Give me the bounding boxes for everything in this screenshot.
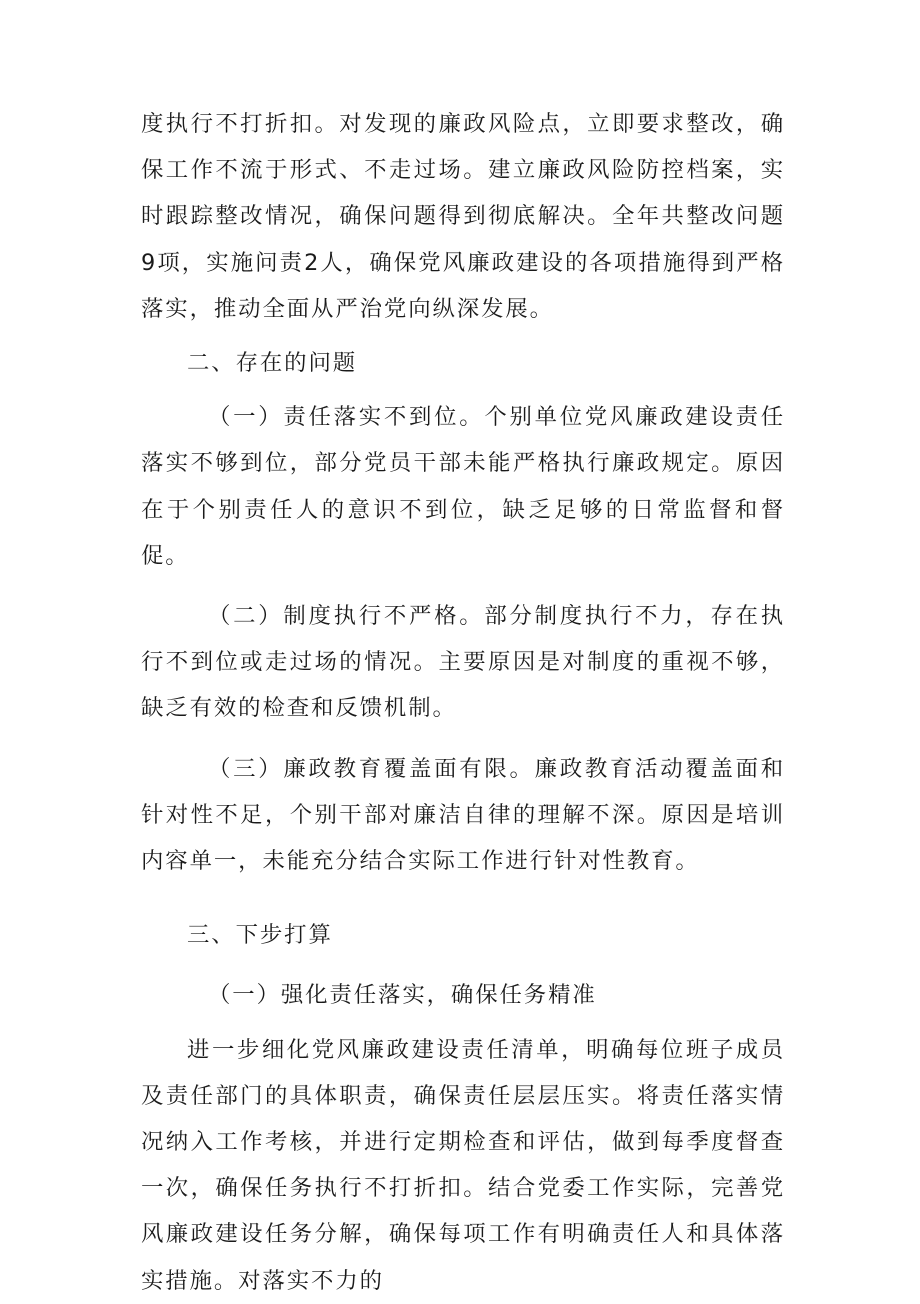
section-heading-next-steps: 三、下步打算 <box>187 922 333 949</box>
paragraph-responsibility: 进一步细化党风廉政建设责任清单，明确每位班子成员及责任部门的具体职责，确保责任层层压实。将责任落实情况纳入工作考核，并进行定期检查和评估，做到每季度督查一次，确保任务执行不打折扣。结合党委工作实际，完善党风廉政建设任务分解，确保每项工作有明确责任人和具体落实措施。对落实不力的 <box>141 1036 785 1294</box>
problem-item-1: （一）责任落实不到位。个别单位党风廉政建设责任落实不够到位，部分党员干部未能严格执行廉政规定。原因在于个别责任人的意识不到位，缺乏足够的日常监督和督促。 <box>141 404 785 569</box>
problem-item-2: （二）制度执行不严格。部分制度执行不力，存在执行不到位或走过场的情况。主要原因是对制度的重视不够，缺乏有效的检查和反馈机制。 <box>141 603 785 722</box>
document-page <box>141 101 785 1304</box>
section-heading-problems: 二、存在的问题 <box>187 350 358 377</box>
problem-item-3: （三）廉政教育覆盖面有限。廉政教育活动覆盖面和针对性不足，个别干部对廉洁自律的理解不深。原因是培训内容单一，未能充分结合实际工作进行针对性教育。 <box>141 755 785 875</box>
paragraph-continued: 度执行不打折扣。对发现的廉政风险点，立即要求整改，确保工作不流于形式、不走过场。建立廉政风险防控档案，实时跟踪整改情况，确保问题得到彻底解决。全年共整改问题9项，实施问责2人，确保党风廉政建设的各项措施得到严格落实，推动全面从严治党向纵深发展。 <box>141 111 785 322</box>
subsection-heading-responsibility: （一）强化责任落实，确保任务精准 <box>208 982 597 1009</box>
